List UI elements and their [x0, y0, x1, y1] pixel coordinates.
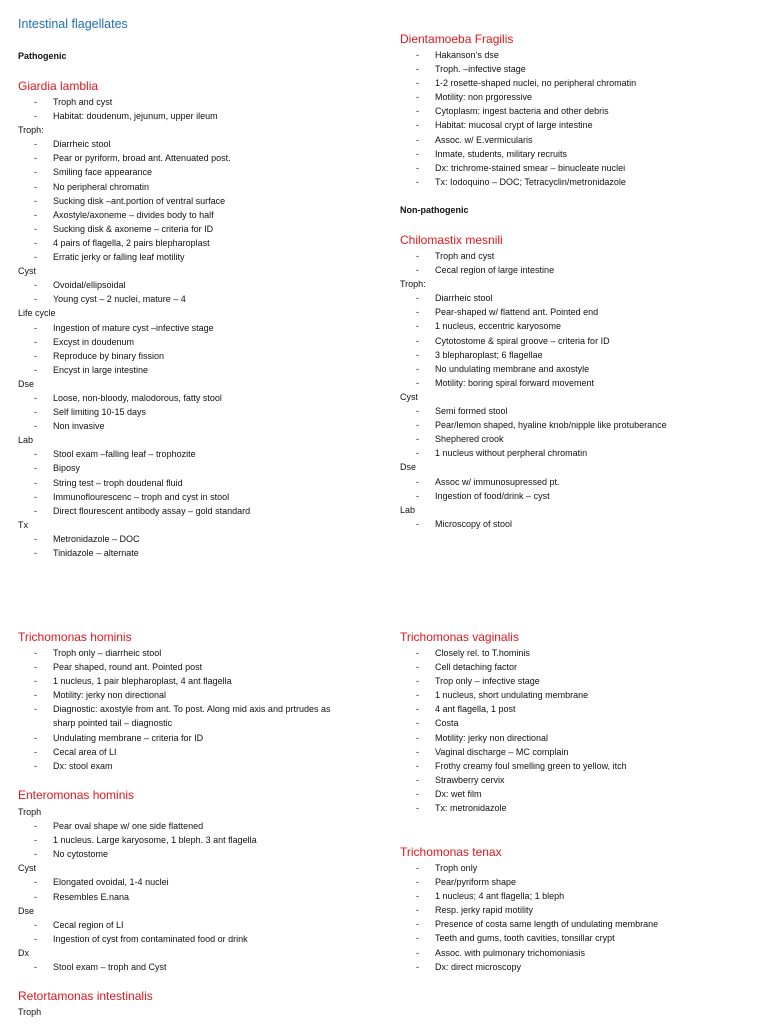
list-item: - Reproduce by binary fission	[18, 349, 378, 363]
list-item: - Presence of costa same length of undulating membrane	[400, 917, 760, 931]
list-item: - Dx: direct microscopy	[400, 960, 760, 974]
dientamoeba-notes	[400, 48, 760, 189]
list-item: - 4 ant flagella, 1 post	[400, 702, 760, 716]
section-label: Troph	[18, 1007, 42, 1017]
section-label: Lab	[400, 504, 416, 515]
list-item: - Troph only – diarrheic stool	[18, 646, 378, 660]
list-item: - Immunoflourescenc – troph and cyst in stool	[18, 490, 378, 504]
retortamonas-heading: Retortamonas intestinalis	[18, 989, 153, 1003]
list-item: - Diarrheic stool	[400, 291, 760, 305]
list-item: - Direct flourescent antibody assay – gold standard	[18, 504, 378, 518]
list-item: - Dx: stool exam	[18, 759, 378, 773]
list-item: - Hakanson’s dse	[400, 48, 760, 62]
list-item: - No cytostome	[18, 847, 378, 861]
list-item: - Cecal area of LI	[18, 745, 378, 759]
list-item: - Inmate, students, military recruits	[400, 147, 760, 161]
list-item: - Dx: trichrome-stained smear – binucleate nuclei	[400, 161, 760, 175]
section-label: Cyst	[18, 266, 36, 277]
retortamonas-notes	[18, 1005, 378, 1019]
list-item: - 1-2 rosette-shaped nuclei, no peripheral chromatin	[400, 76, 760, 90]
list-item: - Closely rel. to T.hominis	[400, 646, 760, 660]
list-item: - Assoc. with pulmonary trichomoniasis	[400, 946, 760, 960]
section-label: Dse	[18, 905, 35, 916]
trichomonas-vaginalis-notes	[400, 646, 760, 815]
enteromonas-notes	[18, 805, 378, 974]
list-item: - Sucking disk & axoneme – criteria for ID	[18, 222, 378, 236]
pathogenic-label: Pathogenic	[18, 51, 67, 61]
list-item: - Resembles E.nana	[18, 890, 378, 904]
list-item: - 1 nucleus without perpheral chromatin	[400, 446, 760, 460]
list-item: - 1 nucleus. Large karyosome, 1 bleph. 3 ant flagella	[18, 833, 378, 847]
list-item: - 4 pairs of flagella, 2 pairs blepharoplast	[18, 236, 378, 250]
enteromonas-heading: Enteromonas hominis	[18, 788, 135, 802]
list-item: - Pear or pyriform, broad ant. Attenuated post.	[18, 151, 378, 165]
list-item: - Non invasive	[18, 419, 378, 433]
list-item: - Cecal region of large intestine	[400, 263, 760, 277]
section-label: Dse	[18, 378, 35, 389]
list-item: - Motility: jerky non directional	[400, 731, 760, 745]
list-item: - Assoc w/ immunosupressed pt.	[400, 475, 760, 489]
list-item: - Axostyle/axoneme – divides body to half	[18, 208, 378, 222]
list-item: - Metronidazole – DOC	[18, 532, 378, 546]
section-label: Cyst	[18, 863, 36, 874]
list-item: - Pear oval shape w/ one side flattened	[18, 819, 378, 833]
list-item: - Habitat: doudenum, jejunum, upper ileum	[18, 109, 378, 123]
list-item: - Strawberry cervix	[400, 773, 760, 787]
list-item: - Ingestion of cyst from contaminated food or drink	[18, 932, 378, 946]
list-item: - Vaginal discharge – MC complain	[400, 745, 760, 759]
list-item: - Costa	[400, 716, 760, 730]
section-label: Dse	[400, 462, 417, 473]
section-label: Troph	[18, 807, 42, 817]
list-item: - String test – troph doudenal fluid	[18, 476, 378, 490]
list-item: - Self limiting 10-15 days	[18, 405, 378, 419]
list-item: - Pear-shaped w/ flattend ant. Pointed end	[400, 305, 760, 319]
list-item: - Troph and cyst	[400, 249, 760, 263]
list-item: - Trop only – infective stage	[400, 674, 760, 688]
list-item: - Shephered crook	[400, 432, 760, 446]
list-item: - Cell detaching factor	[400, 660, 760, 674]
non-pathogenic-label: Non-pathogenic	[400, 205, 469, 215]
list-item: - Habitat: mucosal crypt of large intestine	[400, 118, 760, 132]
list-item: - Dx: wet film	[400, 787, 760, 801]
list-item: - Ingestion of mature cyst –infective stage	[18, 321, 378, 335]
trichomonas-hominis-heading: Trichomonas hominis	[18, 630, 132, 644]
list-item: - Motility: non prgoressive	[400, 90, 760, 104]
list-item: - Diarrheic stool	[18, 137, 378, 151]
list-item: - Teeth and gums, tooth cavities, tonsillar crypt	[400, 931, 760, 945]
section-label: Tx	[18, 519, 28, 530]
list-item: - Stool exam – troph and Cyst	[18, 960, 378, 974]
giardia-notes	[18, 95, 378, 560]
section-label: Cyst	[400, 391, 418, 402]
list-item: - Cytotostome & spiral groove – criteria for ID	[400, 334, 760, 348]
list-item: - Pear shaped, round ant. Pointed post	[18, 660, 378, 674]
list-item: - Troph only	[400, 861, 760, 875]
list-item: - Motility: boring spiral forward movement	[400, 376, 760, 390]
list-item: - Microscopy of stool	[400, 517, 760, 531]
list-item: - Ovoidal/ellipsoidal	[18, 278, 378, 292]
list-item: - Excyst in doudenum	[18, 335, 378, 349]
list-item: - Pear/pyriform shape	[400, 875, 760, 889]
chilomastix-notes	[400, 249, 760, 531]
trichomonas-tenax-notes	[400, 861, 760, 974]
section-label: Life cycle	[18, 308, 56, 319]
list-item: - Cecal region of LI	[18, 918, 378, 932]
giardia-heading: Giardia lamblia	[18, 79, 99, 93]
list-item: - Stool exam –falling leaf – trophozite	[18, 447, 378, 461]
list-item: - Sucking disk –ant.portion of ventral surface	[18, 194, 378, 208]
list-item: - Erratic jerky or falling leaf motility	[18, 250, 378, 264]
list-item: - No undulating membrane and axostyle	[400, 362, 760, 376]
section-label: Dx	[18, 947, 29, 958]
list-item: - Pear/lemon shaped, hyaline knob/nipple like protuberance	[400, 418, 760, 432]
list-item: - Undulating membrane – criteria for ID	[18, 731, 378, 745]
trichomonas-tenax-heading: Trichomonas tenax	[400, 845, 502, 859]
list-item-continuation: sharp pointed tail – diagnostic	[53, 718, 173, 729]
section-label: Lab	[18, 435, 34, 446]
list-item: - 1 nucleus, eccentric karyosome	[400, 319, 760, 333]
list-item: - Resp. jerky rapid motility	[400, 903, 760, 917]
dientamoeba-heading: Dientamoeba Fragilis	[400, 32, 514, 46]
list-item: - Assoc. w/ E.vermicularis	[400, 133, 760, 147]
list-item: - Tx: metronidazole	[400, 801, 760, 815]
list-item: - Tx: Iodoquino – DOC; Tetracyclin/metronidazole	[400, 175, 760, 189]
list-item: - Ingestion of food/drink – cyst	[400, 489, 760, 503]
document-title: Intestinal flagellates	[18, 17, 128, 31]
trichomonas-vaginalis-heading: Trichomonas vaginalis	[400, 630, 519, 644]
list-item: - Troph and cyst	[18, 95, 378, 109]
list-item: - Frothy creamy foul smelling green to yellow, itch	[400, 759, 760, 773]
list-item: - Elongated ovoidal, 1-4 nuclei	[18, 875, 378, 889]
list-item: - Young cyst – 2 nuclei, mature – 4	[18, 292, 378, 306]
list-item: - Encyst in large intestine	[18, 363, 378, 377]
list-item: - No peripheral chromatin	[18, 180, 378, 194]
chilomastix-heading: Chilomastix mesnili	[400, 233, 503, 247]
list-item: - Motility: jerky non directional	[18, 688, 378, 702]
list-item: - 1 nucleus, short undulating membrane	[400, 688, 760, 702]
section-label: Troph:	[400, 279, 426, 290]
section-label: Troph:	[18, 125, 44, 136]
list-item: - 1 nucleus, 1 pair blepharoplast, 4 ant flagella	[18, 674, 378, 688]
trichomonas-hominis-notes	[18, 646, 378, 773]
list-item: - Cytoplasm: ingest bacteria and other debris	[400, 104, 760, 118]
list-item: - Loose, non-bloody, malodorous, fatty stool	[18, 391, 378, 405]
list-item: - Semi formed stool	[400, 404, 760, 418]
list-item: - Troph. –infective stage	[400, 62, 760, 76]
list-item: - Tinidazole – alternate	[18, 546, 378, 560]
list-item: - 3 blepharoplast; 6 flagellae	[400, 348, 760, 362]
list-item: - Biposy	[18, 461, 378, 475]
list-item: - Smiling face appearance	[18, 165, 378, 179]
list-item: - 1 nucleus; 4 ant flagella; 1 bleph	[400, 889, 760, 903]
list-item: - Diagnostic: axostyle from ant. To post. Along mid axis and prtrudes as	[18, 702, 378, 716]
